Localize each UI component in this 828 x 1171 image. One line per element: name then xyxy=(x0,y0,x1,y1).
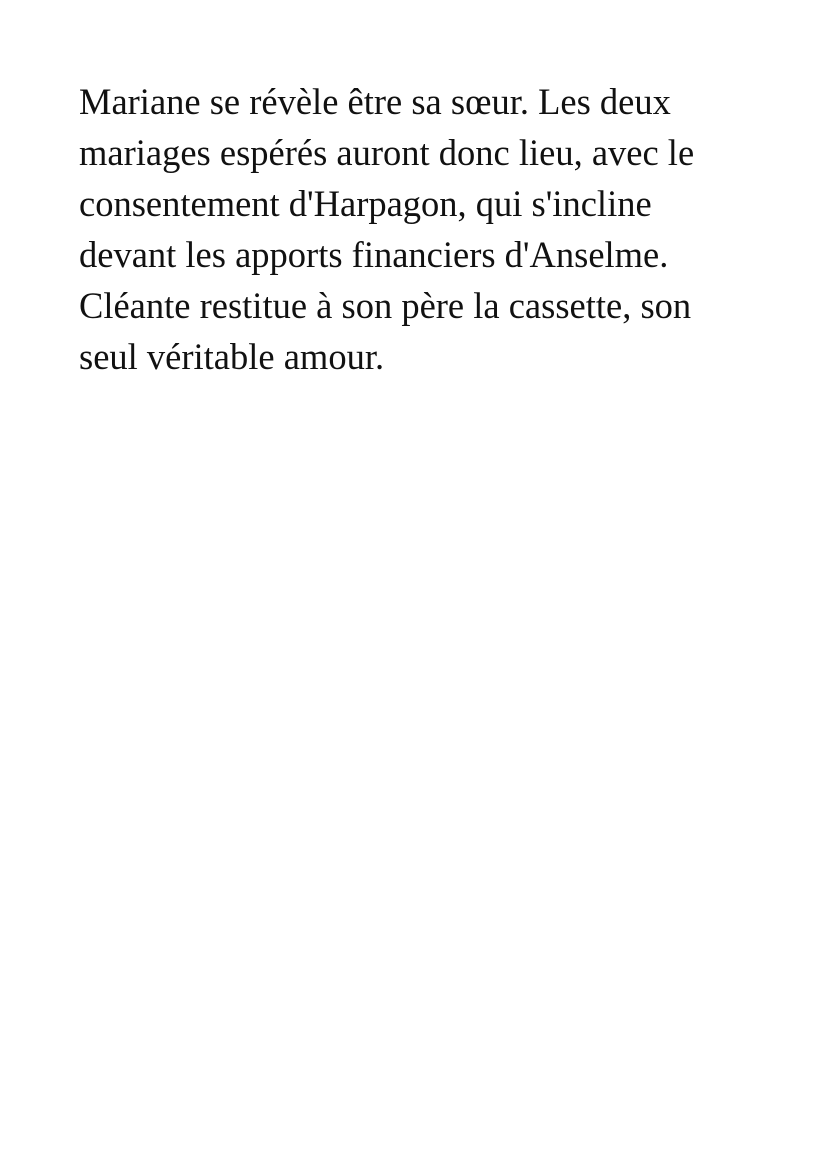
body-paragraph xyxy=(79,76,759,382)
paragraph-line-3: consentement d'Harpagon, qui s'incline xyxy=(79,183,652,224)
paragraph-line-1: Mariane se révèle être sa sœur. Les deux xyxy=(79,81,671,122)
paragraph-line-6: seul véritable amour. xyxy=(79,336,385,377)
paragraph-line-5: Cléante restitue à son père la cassette, son xyxy=(79,285,692,326)
paragraph-line-4: devant les apports financiers d'Anselme. xyxy=(79,234,669,275)
paragraph-line-2: mariages espérés auront donc lieu, avec le xyxy=(79,132,695,173)
